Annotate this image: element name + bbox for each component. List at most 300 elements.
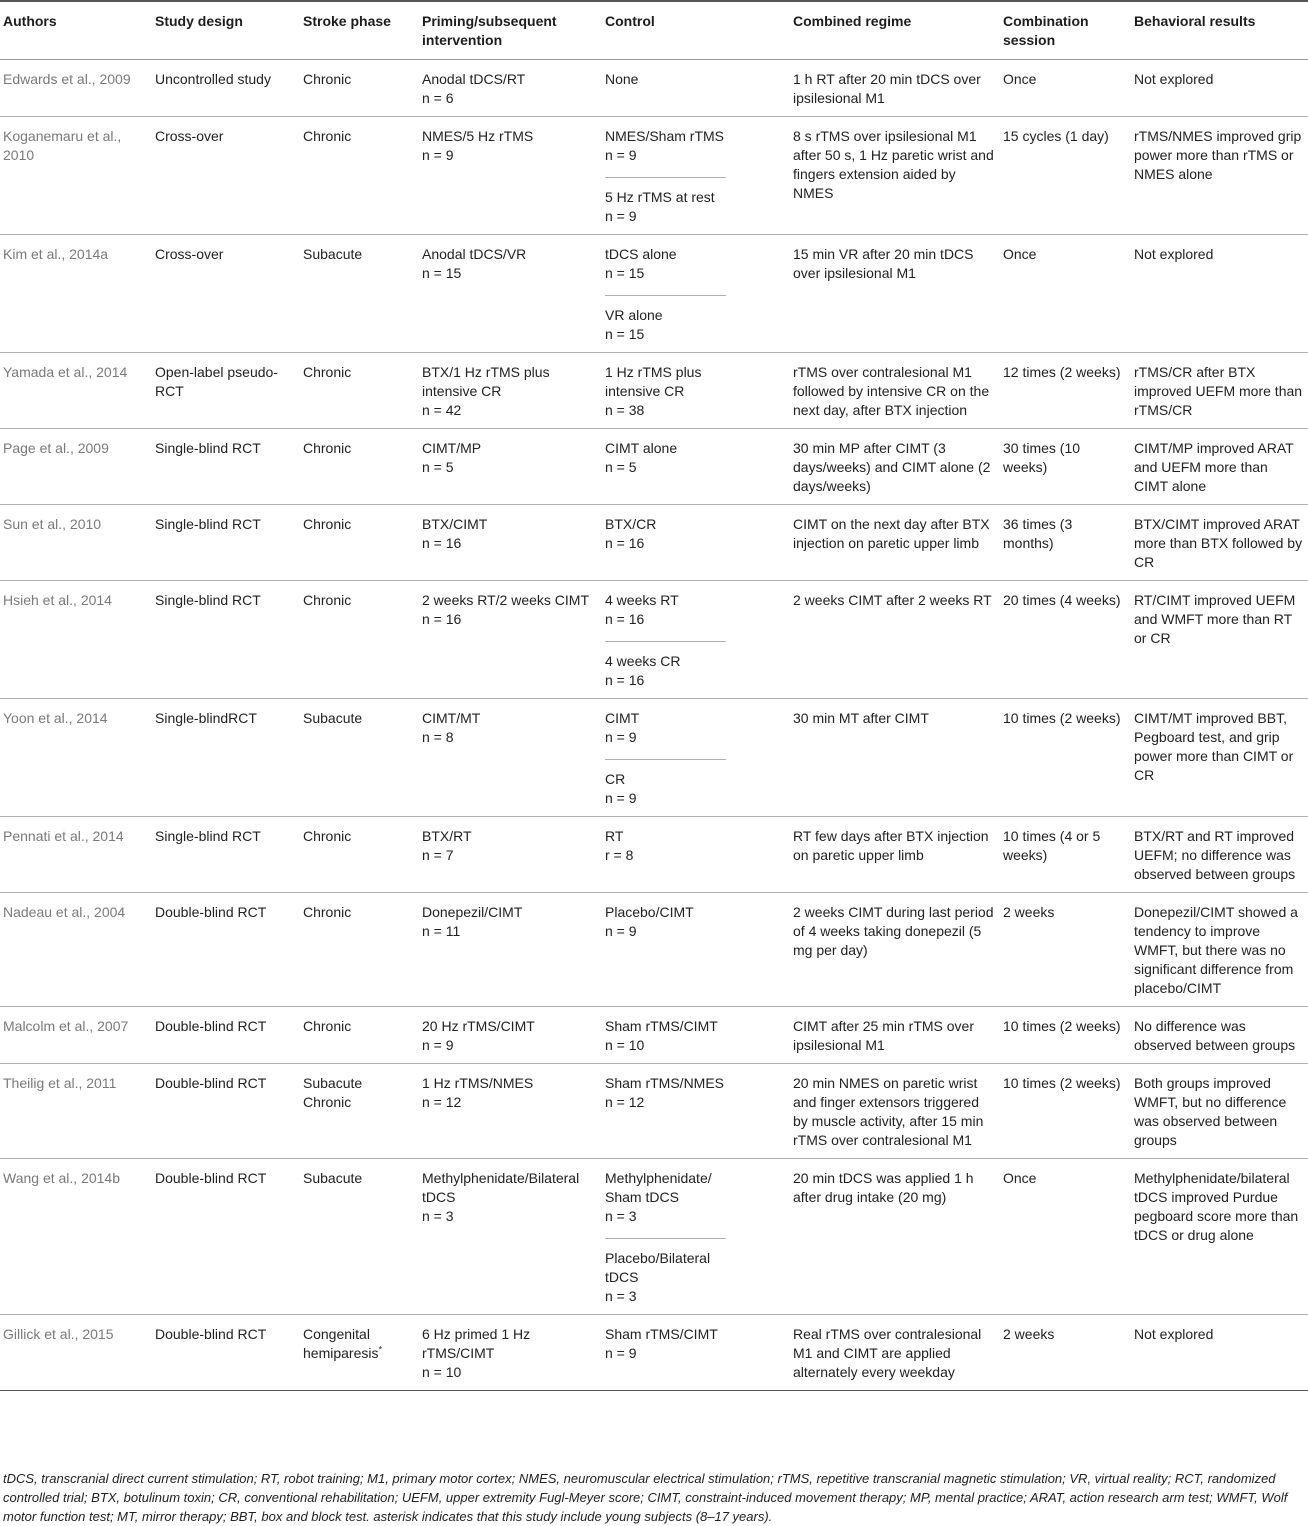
- stroke-phase-cell: [299, 1007, 418, 1064]
- stroke-phase-cell: [299, 1064, 418, 1159]
- intervention-sample-size: n = 8: [422, 729, 454, 745]
- intervention-text: CIMT/MT: [422, 710, 481, 726]
- control-label: tDCS alone: [605, 246, 677, 262]
- combined-regime-text: 20 min tDCS was applied 1 h after drug intake (20 mg): [793, 1170, 974, 1205]
- control-sample-size: n = 5: [605, 459, 637, 475]
- combination-session-text: 12 times (2 weeks): [1003, 364, 1121, 380]
- behavioral-results-cell: [1130, 353, 1308, 429]
- combined-regime-cell: [789, 699, 999, 817]
- author-cell: [0, 1315, 151, 1391]
- control-sample-size: n = 9: [605, 790, 637, 806]
- behavioral-results-text: Not explored: [1134, 71, 1214, 87]
- stroke-phase-text: Chronic: [303, 1018, 352, 1034]
- intervention-cell: [418, 1315, 601, 1391]
- control-label: RT: [605, 828, 624, 844]
- intervention-cell: [418, 699, 601, 817]
- behavioral-results-text: BTX/RT and RT improved UEFM; no difference was observed between groups: [1134, 828, 1296, 882]
- author-text: Nadeau et al., 2004: [3, 904, 126, 920]
- control-sample-size: r = 8: [605, 847, 634, 863]
- control-group: [605, 515, 726, 553]
- control-group: [605, 245, 726, 283]
- study-design-text: Single-blind RCT: [155, 516, 261, 532]
- control-cell: [601, 60, 789, 117]
- combined-regime-text: 15 min VR after 20 min tDCS over ipsilesional M1: [793, 246, 974, 281]
- control-label: VR alone: [605, 307, 663, 323]
- author-cell: [0, 353, 151, 429]
- intervention-sample-size: n = 6: [422, 90, 454, 106]
- table-row: [0, 817, 1308, 893]
- combination-session-cell: [999, 893, 1130, 1007]
- table-header: [0, 1, 1308, 60]
- intervention-sample-size: n = 12: [422, 1094, 462, 1110]
- combination-session-cell: [999, 1315, 1130, 1391]
- combination-session-cell: [999, 1007, 1130, 1064]
- behavioral-results-cell: [1130, 1064, 1308, 1159]
- control-group: [605, 127, 726, 165]
- stroke-phase-text: Chronic: [303, 71, 352, 87]
- stroke-phase-text: Congenital hemiparesis: [303, 1326, 379, 1361]
- combined-regime-cell: [789, 429, 999, 505]
- control-group: [605, 363, 726, 420]
- combined-regime-cell: [789, 1315, 999, 1391]
- control-sample-size: n = 15: [605, 326, 645, 342]
- author-cell: [0, 1159, 151, 1315]
- header-stroke-phase: Stroke phase: [303, 13, 391, 29]
- control-label: Placebo/CIMT: [605, 904, 694, 920]
- author-text: Malcolm et al., 2007: [3, 1018, 129, 1034]
- stroke-phase-cell: [299, 60, 418, 117]
- control-cell: [601, 353, 789, 429]
- intervention-cell: [418, 60, 601, 117]
- control-cell: [601, 1007, 789, 1064]
- combined-regime-text: Real rTMS over contralesional M1 and CIMT are applied alternately every weekday: [793, 1326, 982, 1380]
- author-cell: [0, 1007, 151, 1064]
- stroke-phase-text: Chronic: [303, 128, 352, 144]
- author-text: Koganemaru et al., 2010: [3, 128, 122, 163]
- combination-session-cell: [999, 60, 1130, 117]
- table-row: [0, 1064, 1308, 1159]
- combination-session-cell: [999, 581, 1130, 699]
- author-text: Kim et al., 2014a: [3, 246, 109, 262]
- combined-regime-cell: [789, 581, 999, 699]
- combination-session-text: 2 weeks: [1003, 904, 1055, 920]
- behavioral-results-cell: [1130, 699, 1308, 817]
- behavioral-results-cell: [1130, 893, 1308, 1007]
- control-group: [605, 641, 726, 690]
- header-study-design: Study design: [155, 13, 243, 29]
- table-body: [0, 60, 1308, 1391]
- study-design-cell: [151, 60, 299, 117]
- control-group: [605, 709, 726, 747]
- study-design-cell: [151, 699, 299, 817]
- control-group: [605, 295, 726, 344]
- intervention-text: BTX/CIMT: [422, 516, 488, 532]
- control-group: [605, 1017, 726, 1055]
- stroke-phase-text: Subacute: [303, 246, 363, 262]
- study-design-cell: [151, 429, 299, 505]
- stroke-phase-cell: [299, 581, 418, 699]
- combination-session-cell: [999, 429, 1130, 505]
- intervention-cell: [418, 581, 601, 699]
- intervention-text: 6 Hz primed 1 Hz rTMS/CIMT: [422, 1326, 531, 1361]
- behavioral-results-text: CIMT/MP improved ARAT and UEFM more than CIMT alone: [1134, 440, 1294, 494]
- control-label: Methylphenidate/ Sham tDCS: [605, 1170, 712, 1205]
- study-design-text: Uncontrolled study: [155, 71, 271, 87]
- table-row: [0, 1007, 1308, 1064]
- control-sample-size: n = 9: [605, 208, 637, 224]
- intervention-cell: [418, 893, 601, 1007]
- control-group: [605, 70, 726, 89]
- behavioral-results-text: rTMS/NMES improved grip power more than rTMS or NMES alone: [1134, 128, 1302, 182]
- combination-session-text: Once: [1003, 246, 1037, 262]
- intervention-cell: [418, 1064, 601, 1159]
- control-sample-size: n = 12: [605, 1094, 645, 1110]
- control-cell: [601, 505, 789, 581]
- intervention-sample-size: n = 5: [422, 459, 454, 475]
- control-label: 1 Hz rTMS plus intensive CR: [605, 364, 702, 399]
- stroke-phase-cell: [299, 429, 418, 505]
- combined-regime-text: 8 s rTMS over ipsilesional M1 after 50 s, 1 Hz paretic wrist and fingers extension aided by NMES: [793, 128, 994, 201]
- stroke-phase-text: Subacute Chronic: [303, 1075, 363, 1110]
- author-cell: [0, 429, 151, 505]
- control-cell: [601, 817, 789, 893]
- study-design-cell: [151, 893, 299, 1007]
- study-design-text: Single-blindRCT: [155, 710, 257, 726]
- combined-regime-text: 2 weeks CIMT after 2 weeks RT: [793, 592, 992, 608]
- behavioral-results-text: Not explored: [1134, 246, 1214, 262]
- intervention-text: 20 Hz rTMS/CIMT: [422, 1018, 535, 1034]
- stroke-phase-cell: [299, 353, 418, 429]
- control-sample-size: n = 15: [605, 265, 645, 281]
- control-label: Sham rTMS/NMES: [605, 1075, 725, 1091]
- intervention-cell: [418, 117, 601, 235]
- behavioral-results-text: Donepezil/CIMT showed a tendency to improve WMFT, but there was no significant difference from placebo/CIMT: [1134, 904, 1298, 996]
- study-design-cell: [151, 235, 299, 353]
- author-cell: [0, 893, 151, 1007]
- combined-regime-text: 30 min MT after CIMT: [793, 710, 929, 726]
- control-label: Sham rTMS/CIMT: [605, 1326, 718, 1342]
- study-design-text: Single-blind RCT: [155, 592, 261, 608]
- author-text: Pennati et al., 2014: [3, 828, 124, 844]
- combination-session-text: 10 times (2 weeks): [1003, 1075, 1121, 1091]
- header-control: Control: [605, 13, 655, 29]
- header-behavioral-results: Behavioral results: [1134, 13, 1256, 29]
- control-group: [605, 1074, 726, 1112]
- intervention-cell: [418, 429, 601, 505]
- combination-session-text: Once: [1003, 1170, 1037, 1186]
- asterisk-mark: *: [378, 1344, 382, 1355]
- table-row: [0, 117, 1308, 235]
- table-row: [0, 1159, 1308, 1315]
- control-group: [605, 827, 726, 865]
- header-row: [0, 1, 1308, 60]
- study-design-text: Single-blind RCT: [155, 440, 261, 456]
- combination-session-text: 20 times (4 weeks): [1003, 592, 1121, 608]
- author-cell: [0, 1064, 151, 1159]
- author-text: Gillick et al., 2015: [3, 1326, 114, 1342]
- table-row: [0, 429, 1308, 505]
- combination-session-cell: [999, 235, 1130, 353]
- intervention-text: Anodal tDCS/VR: [422, 246, 527, 262]
- author-text: Page et al., 2009: [3, 440, 109, 456]
- behavioral-results-text: Both groups improved WMFT, but no difference was observed between groups: [1134, 1075, 1287, 1148]
- intervention-text: Methylphenidate/Bilateral tDCS: [422, 1170, 580, 1205]
- behavioral-results-cell: [1130, 60, 1308, 117]
- table-footnote: tDCS, transcranial direct current stimulation; RT, robot training; M1, primary motor cortex; NMES, neuromuscular electrical stimulation; rTMS, repetitive transcranial magnetic stimulation; VR, virtual reality; RCT, randomized controlled trial; BTX, botulinum toxin; CR, conventional rehabilitation; UEFM, upper extremity Fugl-Meyer score; CIMT, constraint-induced movement therapy; MP, mental practice; ARAT, action research arm test; WMFT, Wolf motor function test; MT, mirror therapy; BBT, box and block test. asterisk indicates that this study include young subjects (8–17 years).: [3, 1471, 1288, 1524]
- control-label: None: [605, 71, 639, 87]
- control-label: Placebo/Bilateral tDCS: [605, 1250, 711, 1285]
- control-group: [605, 177, 726, 226]
- stroke-phase-cell: [299, 817, 418, 893]
- control-sample-size: n = 10: [605, 1037, 645, 1053]
- study-design-cell: [151, 817, 299, 893]
- control-sample-size: n = 9: [605, 1345, 637, 1361]
- combined-regime-cell: [789, 353, 999, 429]
- control-sample-size: n = 38: [605, 402, 645, 418]
- author-text: Hsieh et al., 2014: [3, 592, 112, 608]
- control-sample-size: n = 16: [605, 672, 645, 688]
- combined-regime-text: 30 min MP after CIMT (3 days/weeks) and CIMT alone (2 days/weeks): [793, 440, 991, 494]
- study-design-text: Double-blind RCT: [155, 1018, 267, 1034]
- intervention-sample-size: n = 16: [422, 611, 462, 627]
- combination-session-text: 30 times (10 weeks): [1003, 440, 1081, 475]
- study-design-text: Double-blind RCT: [155, 904, 267, 920]
- control-label: 4 weeks CR: [605, 653, 681, 669]
- control-group: [605, 591, 726, 629]
- control-label: BTX/CR: [605, 516, 657, 532]
- intervention-text: Donepezil/CIMT: [422, 904, 523, 920]
- stroke-phase-cell: [299, 893, 418, 1007]
- table-row: [0, 581, 1308, 699]
- study-design-text: Single-blind RCT: [155, 828, 261, 844]
- behavioral-results-cell: [1130, 817, 1308, 893]
- behavioral-results-text: BTX/CIMT improved ARAT more than BTX followed by CR: [1134, 516, 1303, 570]
- control-cell: [601, 1064, 789, 1159]
- stroke-phase-cell: [299, 699, 418, 817]
- author-cell: [0, 117, 151, 235]
- header-intervention: Priming/subsequent intervention: [422, 13, 557, 48]
- combination-session-text: 10 times (2 weeks): [1003, 710, 1121, 726]
- combined-regime-cell: [789, 1007, 999, 1064]
- author-cell: [0, 60, 151, 117]
- combined-regime-cell: [789, 117, 999, 235]
- study-design-cell: [151, 353, 299, 429]
- intervention-cell: [418, 817, 601, 893]
- combined-regime-text: 1 h RT after 20 min tDCS over ipsilesional M1: [793, 71, 981, 106]
- control-label: 4 weeks RT: [605, 592, 679, 608]
- combined-regime-text: 20 min NMES on paretic wrist and finger extensors triggered by muscle activity, after 15 min rTMS over contralesional M1: [793, 1075, 984, 1148]
- behavioral-results-text: rTMS/CR after BTX improved UEFM more than rTMS/CR: [1134, 364, 1303, 418]
- behavioral-results-cell: [1130, 1007, 1308, 1064]
- behavioral-results-cell: [1130, 117, 1308, 235]
- intervention-text: BTX/1 Hz rTMS plus intensive CR: [422, 364, 550, 399]
- control-cell: [601, 1159, 789, 1315]
- stroke-phase-text: Chronic: [303, 440, 352, 456]
- combination-session-text: 10 times (4 or 5 weeks): [1003, 828, 1101, 863]
- intervention-sample-size: n = 7: [422, 847, 454, 863]
- study-design-cell: [151, 1315, 299, 1391]
- control-group: [605, 759, 726, 808]
- control-group: [605, 439, 726, 477]
- intervention-text: BTX/RT: [422, 828, 472, 844]
- combined-regime-cell: [789, 235, 999, 353]
- table-row: [0, 60, 1308, 117]
- intervention-cell: [418, 235, 601, 353]
- intervention-text: Anodal tDCS/RT: [422, 71, 526, 87]
- intervention-sample-size: n = 10: [422, 1364, 462, 1380]
- stroke-phase-cell: [299, 1315, 418, 1391]
- combined-regime-cell: [789, 60, 999, 117]
- control-cell: [601, 699, 789, 817]
- behavioral-results-text: Not explored: [1134, 1326, 1214, 1342]
- control-label: CR: [605, 771, 626, 787]
- stroke-phase-cell: [299, 117, 418, 235]
- combination-session-text: 36 times (3 months): [1003, 516, 1073, 551]
- table-row: [0, 893, 1308, 1007]
- stroke-phase-text: Chronic: [303, 516, 352, 532]
- author-text: Wang et al., 2014b: [3, 1170, 121, 1186]
- control-label: CIMT: [605, 710, 640, 726]
- control-cell: [601, 893, 789, 1007]
- control-sample-size: n = 9: [605, 729, 637, 745]
- control-group: [605, 903, 726, 941]
- behavioral-results-text: No difference was observed between groups: [1134, 1018, 1296, 1053]
- author-cell: [0, 699, 151, 817]
- behavioral-results-cell: [1130, 1315, 1308, 1391]
- study-design-cell: [151, 505, 299, 581]
- study-design-cell: [151, 1159, 299, 1315]
- intervention-cell: [418, 1159, 601, 1315]
- author-cell: [0, 235, 151, 353]
- combined-regime-text: CIMT after 25 min rTMS over ipsilesional M1: [793, 1018, 975, 1053]
- intervention-text: CIMT/MP: [422, 440, 482, 456]
- study-design-cell: [151, 1007, 299, 1064]
- combination-session-cell: [999, 1064, 1130, 1159]
- combination-session-cell: [999, 117, 1130, 235]
- control-label: Sham rTMS/CIMT: [605, 1018, 718, 1034]
- intervention-sample-size: n = 15: [422, 265, 462, 281]
- author-text: Theilig et al., 2011: [3, 1075, 117, 1091]
- intervention-cell: [418, 353, 601, 429]
- study-design-text: Cross-over: [155, 128, 224, 144]
- combination-session-cell: [999, 1159, 1130, 1315]
- intervention-sample-size: n = 9: [422, 147, 454, 163]
- control-label: NMES/Sham rTMS: [605, 128, 725, 144]
- behavioral-results-cell: [1130, 235, 1308, 353]
- combination-session-cell: [999, 817, 1130, 893]
- header-combined-regime: Combined regime: [793, 13, 912, 29]
- combined-regime-text: RT few days after BTX injection on paretic upper limb: [793, 828, 989, 863]
- stroke-phase-cell: [299, 505, 418, 581]
- behavioral-results-cell: [1130, 429, 1308, 505]
- combination-session-text: 2 weeks: [1003, 1326, 1055, 1342]
- combination-session-text: 10 times (2 weeks): [1003, 1018, 1121, 1034]
- control-cell: [601, 1315, 789, 1391]
- table-row: [0, 699, 1308, 817]
- behavioral-results-text: RT/CIMT improved UEFM and WMFT more than RT or CR: [1134, 592, 1296, 646]
- table-row: [0, 1315, 1308, 1391]
- combined-regime-cell: [789, 1064, 999, 1159]
- combination-session-cell: [999, 505, 1130, 581]
- control-sample-size: n = 16: [605, 535, 645, 551]
- stroke-phase-text: Subacute: [303, 1170, 363, 1186]
- combined-regime-text: CIMT on the next day after BTX injection on paretic upper limb: [793, 516, 990, 551]
- combination-session-text: 15 cycles (1 day): [1003, 128, 1109, 144]
- study-design-text: Double-blind RCT: [155, 1170, 267, 1186]
- author-cell: [0, 817, 151, 893]
- intervention-text: 1 Hz rTMS/NMES: [422, 1075, 534, 1091]
- control-sample-size: n = 9: [605, 923, 637, 939]
- intervention-cell: [418, 1007, 601, 1064]
- control-group: [605, 1169, 726, 1226]
- study-design-text: Double-blind RCT: [155, 1075, 267, 1091]
- author-text: Yamada et al., 2014: [3, 364, 128, 380]
- intervention-sample-size: n = 3: [422, 1208, 454, 1224]
- control-label: CIMT alone: [605, 440, 678, 456]
- behavioral-results-text: Methylphenidate/bilateral tDCS improved Purdue pegboard score more than tDCS or drug alone: [1134, 1170, 1299, 1243]
- combination-session-cell: [999, 699, 1130, 817]
- intervention-sample-size: n = 16: [422, 535, 462, 551]
- combination-session-text: Once: [1003, 71, 1037, 87]
- combined-regime-text: rTMS over contralesional M1 followed by intensive CR on the next day, after BTX injection: [793, 364, 990, 418]
- control-group: [605, 1325, 726, 1363]
- intervention-sample-size: n = 11: [422, 923, 461, 939]
- control-sample-size: n = 16: [605, 611, 645, 627]
- combined-regime-text: 2 weeks CIMT during last period of 4 weeks taking donepezil (5 mg per day): [793, 904, 994, 958]
- table-row: [0, 353, 1308, 429]
- control-cell: [601, 581, 789, 699]
- study-design-text: Double-blind RCT: [155, 1326, 267, 1342]
- intervention-text: 2 weeks RT/2 weeks CIMT: [422, 592, 590, 608]
- behavioral-results-cell: [1130, 1159, 1308, 1315]
- author-cell: [0, 581, 151, 699]
- study-design-text: Open-label pseudo-RCT: [155, 364, 278, 399]
- combined-regime-cell: [789, 505, 999, 581]
- study-design-cell: [151, 1064, 299, 1159]
- control-sample-size: n = 3: [605, 1288, 637, 1304]
- author-text: Edwards et al., 2009: [3, 71, 131, 87]
- combined-regime-cell: [789, 817, 999, 893]
- combined-regime-cell: [789, 893, 999, 1007]
- intervention-cell: [418, 505, 601, 581]
- combination-session-cell: [999, 353, 1130, 429]
- stroke-phase-cell: [299, 235, 418, 353]
- stroke-phase-text: Chronic: [303, 904, 352, 920]
- behavioral-results-text: CIMT/MT improved BBT, Pegboard test, and grip power more than CIMT or CR: [1134, 710, 1294, 783]
- control-cell: [601, 429, 789, 505]
- stroke-phase-text: Subacute: [303, 710, 363, 726]
- control-cell: [601, 235, 789, 353]
- table-row: [0, 505, 1308, 581]
- header-combination-session: Combination session: [1003, 13, 1089, 48]
- intervention-sample-size: n = 9: [422, 1037, 454, 1053]
- author-text: Sun et al., 2010: [3, 516, 102, 532]
- control-cell: [601, 117, 789, 235]
- study-design-cell: [151, 581, 299, 699]
- stroke-phase-text: Chronic: [303, 592, 352, 608]
- control-label: 5 Hz rTMS at rest: [605, 189, 715, 205]
- study-design-text: Cross-over: [155, 246, 224, 262]
- control-group: [605, 1238, 726, 1306]
- behavioral-results-cell: [1130, 505, 1308, 581]
- combined-regime-cell: [789, 1159, 999, 1315]
- stroke-phase-text: Chronic: [303, 364, 352, 380]
- intervention-text: NMES/5 Hz rTMS: [422, 128, 534, 144]
- control-sample-size: n = 9: [605, 147, 637, 163]
- intervention-sample-size: n = 42: [422, 402, 462, 418]
- stroke-phase-cell: [299, 1159, 418, 1315]
- author-text: Yoon et al., 2014: [3, 710, 108, 726]
